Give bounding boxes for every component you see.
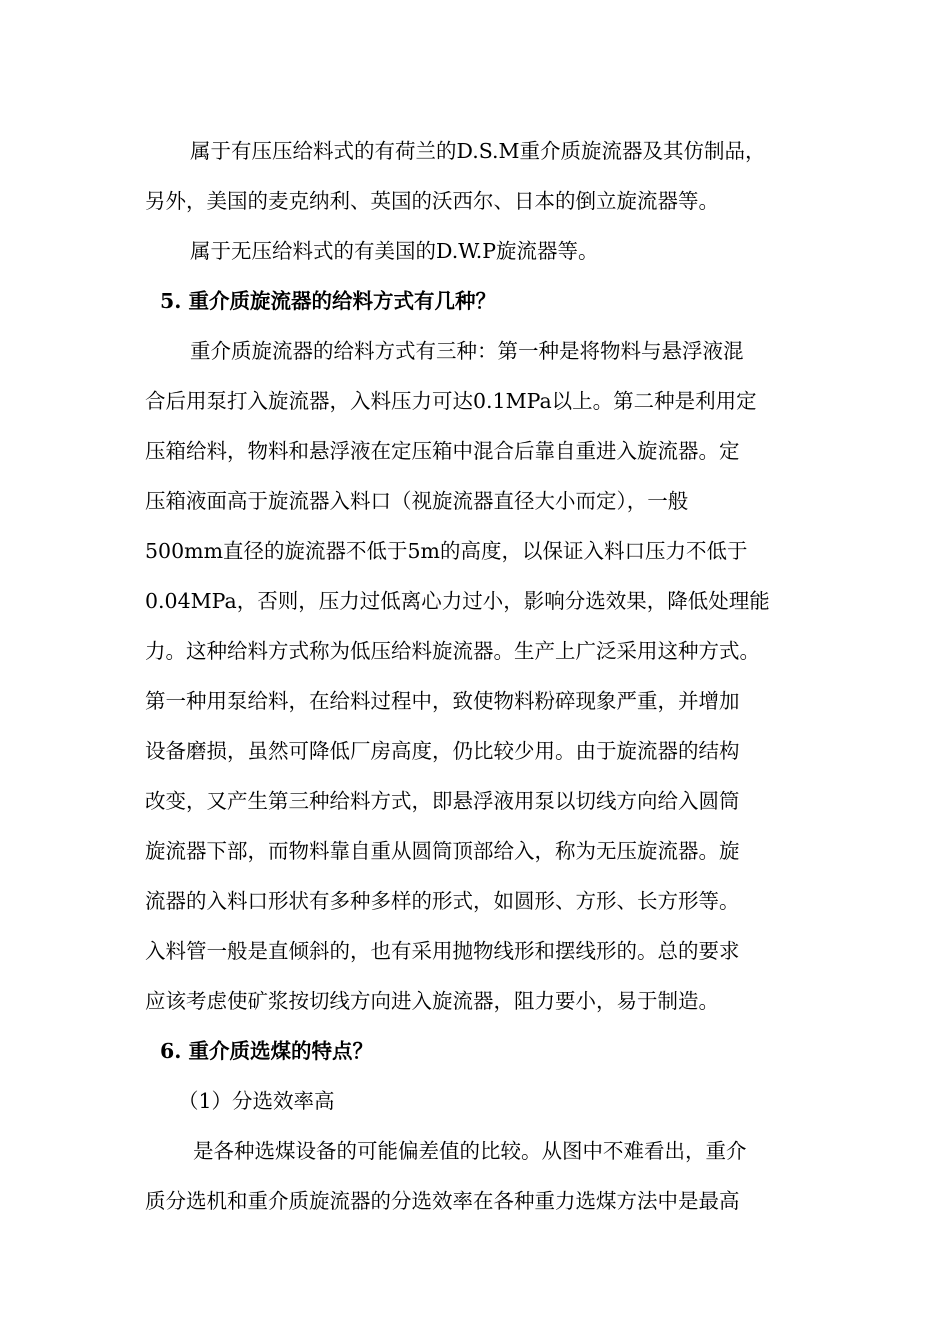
paragraph-line: 是各种选煤设备的可能偏差值的比较。从图中不难看出，重介 (193, 1139, 747, 1163)
paragraph-line: 重介质旋流器的给料方式有三种：第一种是将物料与悬浮液混 (190, 339, 744, 363)
paragraph-line: 压箱液面高于旋流器入料口（视旋流器直径大小而定），一般 (145, 489, 689, 513)
paragraph-line: 第一种用泵给料，在给料过程中，致使物料粉碎现象严重，并增加 (145, 689, 740, 713)
paragraph-line: 质分选机和重介质旋流器的分选效率在各种重力选煤方法中是最高 (145, 1189, 740, 1213)
paragraph-line: 另外，美国的麦克纳利、英国的沃西尔、日本的倒立旋流器等。 (145, 189, 719, 213)
paragraph-line: 入料管一般是直倾斜的，也有采用抛物线形和摆线形的。总的要求 (145, 939, 740, 963)
paragraph-line: 改变，又产生第三种给料方式，即悬浮液用泵以切线方向给入圆筒 (145, 789, 740, 813)
paragraph-line: 应该考虑使矿浆按切线方向进入旋流器，阻力要小，易于制造。 (145, 989, 719, 1013)
paragraph-line: 合后用泵打入旋流器，入料压力可达0.1MPa以上。第二种是利用定 (145, 389, 757, 413)
question-heading-6: 6. 重介质选煤的特点？ (160, 1039, 374, 1063)
paragraph-line: 设备磨损，虽然可降低厂房高度，仍比较少用。由于旋流器的结构 (145, 739, 740, 763)
subheading-efficiency: （1）分选效率高 (178, 1089, 335, 1113)
question-heading-5: 5. 重介质旋流器的给料方式有几种？ (160, 289, 497, 313)
paragraph-line: 0.04MPa，否则，压力过低离心力过小，影响分选效果，降低处理能 (145, 589, 770, 613)
paragraph-line: 属于有压压给料式的有荷兰的D.S.M重介质旋流器及其仿制品， (190, 139, 766, 163)
paragraph-line: 压箱给料，物料和悬浮液在定压箱中混合后靠自重进入旋流器。定 (145, 439, 740, 463)
paragraph-line: 流器的入料口形状有多种多样的形式，如圆形、方形、长方形等。 (145, 889, 740, 913)
paragraph-line: 属于无压给料式的有美国的D.W.P旋流器等。 (190, 239, 599, 263)
paragraph-line: 500mm直径的旋流器不低于5m的高度，以保证入料口压力不低于 (145, 539, 748, 563)
paragraph-line: 力。这种给料方式称为低压给料旋流器。生产上广泛采用这种方式。 (145, 639, 760, 663)
paragraph-line: 旋流器下部，而物料靠自重从圆筒顶部给入，称为无压旋流器。旋 (145, 839, 740, 863)
